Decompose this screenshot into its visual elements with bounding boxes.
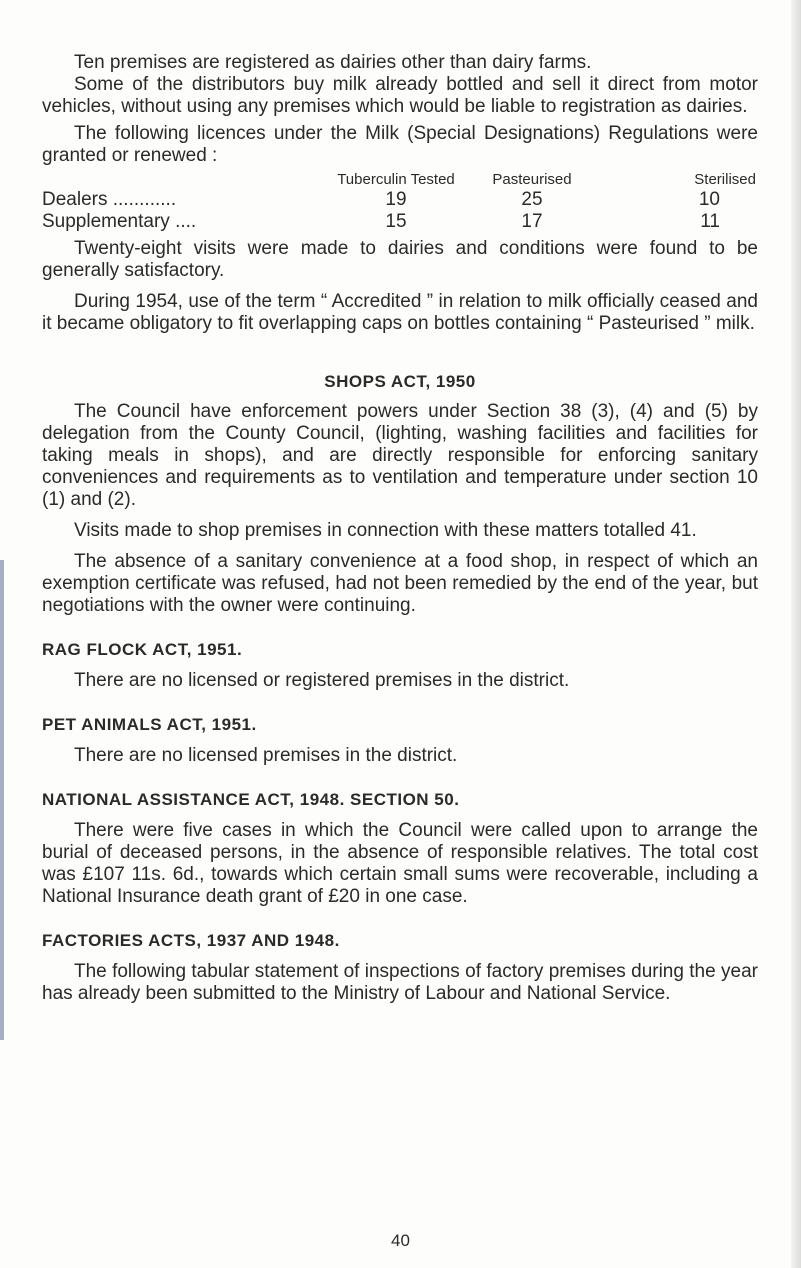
heading-rag-flock-act: RAG FLOCK ACT, 1951. — [42, 640, 243, 659]
cell-dealers-tuberculin: 19 — [385, 189, 407, 210]
paragraph-shops-exemption: The absence of a sanitary convenience at a food shop, in respect of which an exemption certificate was refused, had not been remedied by the end of the year, but negotiations with the owner were continuing. — [42, 551, 758, 616]
heading-factories-acts: FACTORIES ACTS, 1937 AND 1948. — [42, 931, 340, 950]
cell-dealers-sterilised: 10 — [698, 189, 720, 210]
paragraph-shops-visits: Visits made to shop premises in connection with these matters totalled 41. — [74, 520, 697, 541]
paragraph-pet-animals: There are no licensed premises in the district. — [74, 745, 458, 766]
heading-national-assistance-act: NATIONAL ASSISTANCE ACT, 1948. SECTION 50. — [42, 790, 460, 809]
page-edge-shadow — [0, 560, 4, 1040]
paragraph-national-assistance: There were five cases in which the Council were called upon to arrange the burial of deceased persons, in the absence of responsible relatives. The total cost was £107 11s. 6d., towards which certain small sums were recoverable, including a National Insurance death grant of £20 in one case. — [42, 820, 758, 907]
table-header-empty — [42, 171, 330, 189]
cell-supplementary-sterilised: 11 — [700, 211, 720, 232]
table-header-tuberculin-tested: Tuberculin Tested — [337, 171, 455, 188]
paragraph-accredited-term: During 1954, use of the term “ Accredited ” in relation to milk officially ceased and it became obligatory to fit overlapping caps on bottles containing “ Pasteurised ” milk. — [42, 291, 758, 334]
table-header-row — [42, 171, 758, 189]
row-label-dealers: Dealers ............ — [42, 189, 177, 210]
paragraph-factories: The following tabular statement of inspections of factory premises during the year has already been submitted to the Ministry of Labour and National Service. — [42, 961, 758, 1004]
licences-table — [42, 171, 758, 233]
table-header-pasteurised: Pasteurised — [492, 171, 572, 188]
paragraph-rag-flock: There are no licensed or registered premises in the district. — [74, 670, 570, 691]
table-header-sterilised: Sterilised — [694, 171, 756, 188]
paragraph-dairies-count: Ten premises are registered as dairies other than dairy farms. — [74, 52, 592, 73]
paragraph-visits-dairies: Twenty-eight visits were made to dairies and conditions were found to be generally satisfactory. — [42, 238, 758, 281]
heading-shops-act: SHOPS ACT, 1950 — [324, 372, 476, 391]
table-row — [42, 189, 758, 211]
row-label-supplementary: Supplementary .... — [42, 211, 197, 232]
table-row — [42, 211, 758, 233]
paragraph-distributors: Some of the distributors buy milk already bottled and sell it direct from motor vehicles, without using any premises which would be liable to registration as dairies. — [42, 74, 758, 117]
paragraph-shops-powers: The Council have enforcement powers under Section 38 (3), (4) and (5) by delegation from the County Council, (lighting, washing facilities and facilities for taking meals in shops), and are directly responsible for enforcing sanitary conveniences and requirements as to ventilation and temperature under section 10 (1) and (2). — [42, 401, 758, 510]
paragraph-licences-intro: The following licences under the Milk (Special Designations) Regulations were granted or renewed : — [42, 123, 758, 166]
page-number: 40 — [391, 1231, 410, 1250]
cell-supplementary-tuberculin: 15 — [385, 211, 407, 232]
page-content — [42, 52, 758, 1005]
page-edge-binding — [791, 0, 801, 1268]
heading-pet-animals-act: PET ANIMALS ACT, 1951. — [42, 715, 257, 734]
cell-supplementary-pasteurised: 17 — [521, 211, 543, 232]
cell-dealers-pasteurised: 25 — [521, 189, 543, 210]
